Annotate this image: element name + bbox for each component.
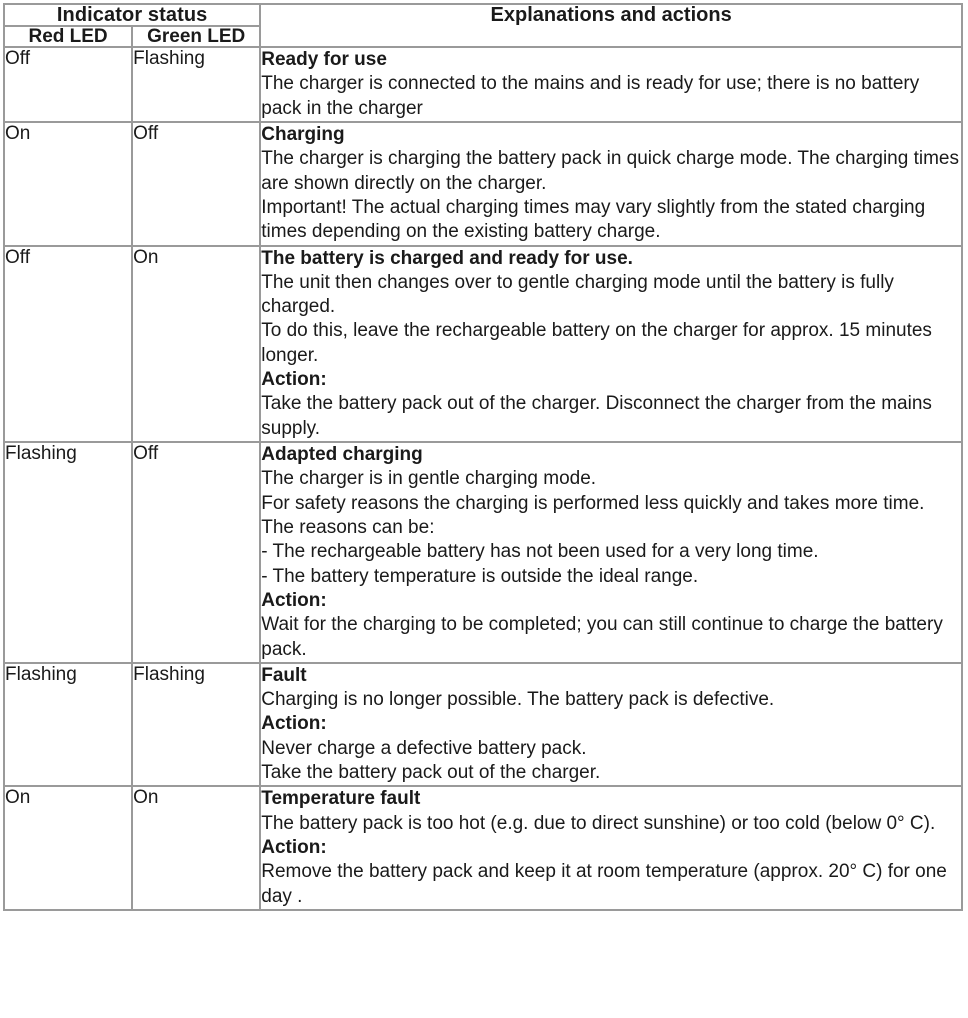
cell-green-led: Off xyxy=(132,442,260,663)
explanation-title: Charging xyxy=(261,123,345,145)
explanation-line: The battery pack is too hot (e.g. due to direct sunshine) or too cold (below 0° C). xyxy=(261,812,936,834)
explanation-title: Adapted charging xyxy=(261,444,423,465)
explanation-line: Charging is no longer possible. The battery pack is defective. xyxy=(261,689,775,711)
cell-explanation xyxy=(260,47,962,122)
table-row xyxy=(4,246,962,443)
cell-red-led: On xyxy=(4,786,132,910)
table-row xyxy=(4,442,962,663)
explanation-title: The battery is charged and ready for use. xyxy=(261,247,633,269)
explanation-line: To do this, leave the rechargeable battery on the charger for approx. 15 minutes longer. xyxy=(261,320,932,366)
explanation-action-label: Action: xyxy=(261,589,327,611)
led-status-table xyxy=(3,3,963,911)
header-green-led: Green LED xyxy=(132,26,260,47)
explanation-action-line: Wait for the charging to be completed; you can still continue to charge the battery pack. xyxy=(261,614,943,660)
document-page xyxy=(0,3,968,1018)
header-indicator-status: Indicator status xyxy=(4,4,260,26)
cell-red-led: On xyxy=(4,122,132,246)
explanation-action-label: Action: xyxy=(261,837,327,858)
explanation-title: Fault xyxy=(261,664,307,686)
table-body xyxy=(4,47,962,910)
cell-red-led: Flashing xyxy=(4,663,132,787)
explanation-line: For safety reasons the charging is performed less quickly and takes more time. The reasons can be: xyxy=(261,492,925,538)
cell-red-led: Off xyxy=(4,246,132,443)
cell-green-led: Flashing xyxy=(132,663,260,787)
cell-green-led: On xyxy=(132,786,260,910)
header-red-led: Red LED xyxy=(4,26,132,47)
header-explanations-and-actions: Explanations and actions xyxy=(260,4,962,47)
cell-green-led: On xyxy=(132,246,260,443)
cell-explanation xyxy=(260,663,962,787)
cell-green-led: Off xyxy=(132,122,260,246)
cell-explanation xyxy=(260,122,962,246)
explanation-action-line: Take the battery pack out of the charger. Disconnect the charger from the mains supply. xyxy=(261,393,932,439)
explanation-action-line: Never charge a defective battery pack. xyxy=(261,737,587,759)
explanation-line: - The battery temperature is outside the ideal range. xyxy=(261,565,699,587)
explanation-line: Important! The actual charging times may vary slightly from the stated charging times depending on the existing battery charge. xyxy=(261,196,926,243)
explanation-action-line: Remove the battery pack and keep it at room temperature (approx. 20° C) for one day . xyxy=(261,861,947,907)
table-header-row-group xyxy=(4,4,962,26)
table-header xyxy=(4,4,962,47)
cell-explanation xyxy=(260,786,962,910)
cell-green-led: Flashing xyxy=(132,47,260,122)
cell-explanation xyxy=(260,442,962,663)
explanation-title: Ready for use xyxy=(261,49,387,70)
table-row xyxy=(4,47,962,122)
explanation-line: The charger is charging the battery pack in quick charge mode. The charging times are shown directly on the charger. xyxy=(261,148,959,194)
table-row xyxy=(4,663,962,787)
explanation-action-label: Action: xyxy=(261,369,327,391)
table-row xyxy=(4,122,962,246)
explanation-title: Temperature fault xyxy=(261,788,421,810)
cell-explanation xyxy=(260,246,962,443)
cell-red-led: Flashing xyxy=(4,442,132,663)
explanation-action-line: Take the battery pack out of the charger. xyxy=(261,762,601,784)
explanation-line: The charger is in gentle charging mode. xyxy=(261,468,597,490)
explanation-line: The unit then changes over to gentle charging mode until the battery is fully charged. xyxy=(261,271,894,318)
table-row xyxy=(4,786,962,910)
explanation-line: The charger is connected to the mains and is ready for use; there is no battery pack in the charger xyxy=(261,73,920,119)
cell-red-led: Off xyxy=(4,47,132,122)
explanation-line: - The rechargeable battery has not been used for a very long time. xyxy=(261,541,819,563)
explanation-action-label: Action: xyxy=(261,713,327,735)
